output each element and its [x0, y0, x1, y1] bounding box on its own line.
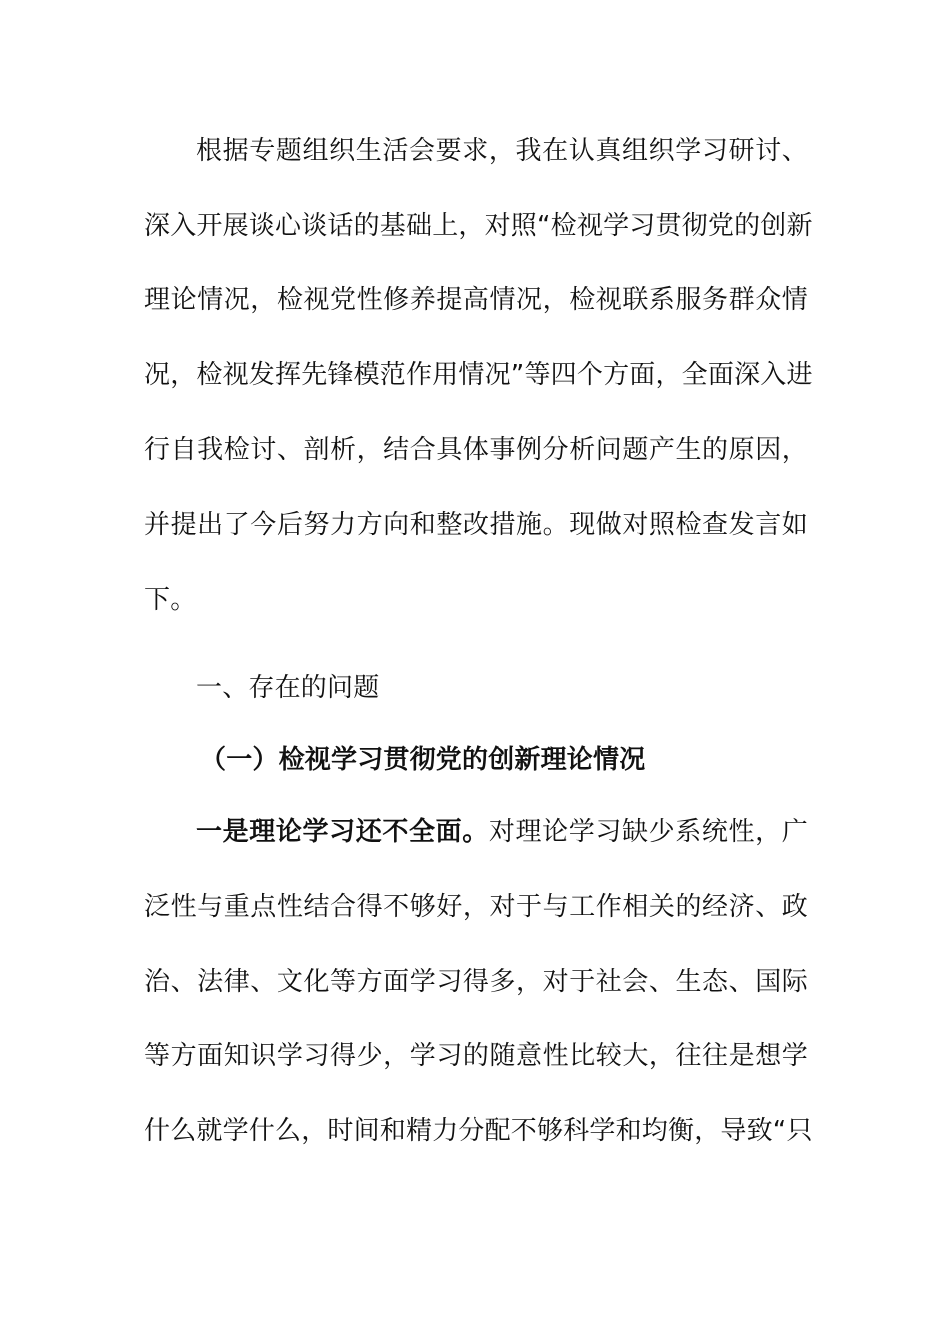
point-one-line-3: 治、法律、文化等方面学习得多，对于社会、生态、国际	[144, 967, 808, 997]
subsection-heading: （一）检视学习贯彻党的创新理论情况	[200, 745, 646, 775]
intro-line-2: 深入开展谈心谈话的基础上，对照“检视学习贯彻党的创新	[144, 211, 813, 241]
point-one-lead: 一是理论学习还不全面。	[196, 817, 489, 847]
intro-line-1: 根据专题组织生活会要求，我在认真组织学习研讨、	[196, 136, 808, 166]
intro-line-4: 况，检视发挥先锋模范作用情况”等四个方面，全面深入进	[144, 360, 813, 390]
intro-line-5: 行自我检讨、剖析，结合具体事例分析问题产生的原因，	[144, 435, 808, 465]
intro-line-3: 理论情况，检视党性修养提高情况，检视联系服务群众情	[144, 285, 808, 315]
intro-line-7: 下。	[144, 585, 197, 615]
point-one-line-5: 什么就学什么，时间和精力分配不够科学和均衡，导致“只	[144, 1116, 813, 1146]
intro-line-6: 并提出了今后努力方向和整改措施。现做对照检查发言如	[144, 510, 808, 540]
point-one-first-line	[196, 812, 808, 852]
point-one-line-4: 等方面知识学习得少，学习的随意性比较大，往往是想学	[144, 1041, 808, 1071]
point-one-first-line-rest: 对理论学习缺少系统性，广	[488, 817, 809, 847]
section-heading: 一、存在的问题	[196, 673, 380, 703]
point-one-line-2: 泛性与重点性结合得不够好，对于与工作相关的经济、政	[144, 892, 808, 922]
